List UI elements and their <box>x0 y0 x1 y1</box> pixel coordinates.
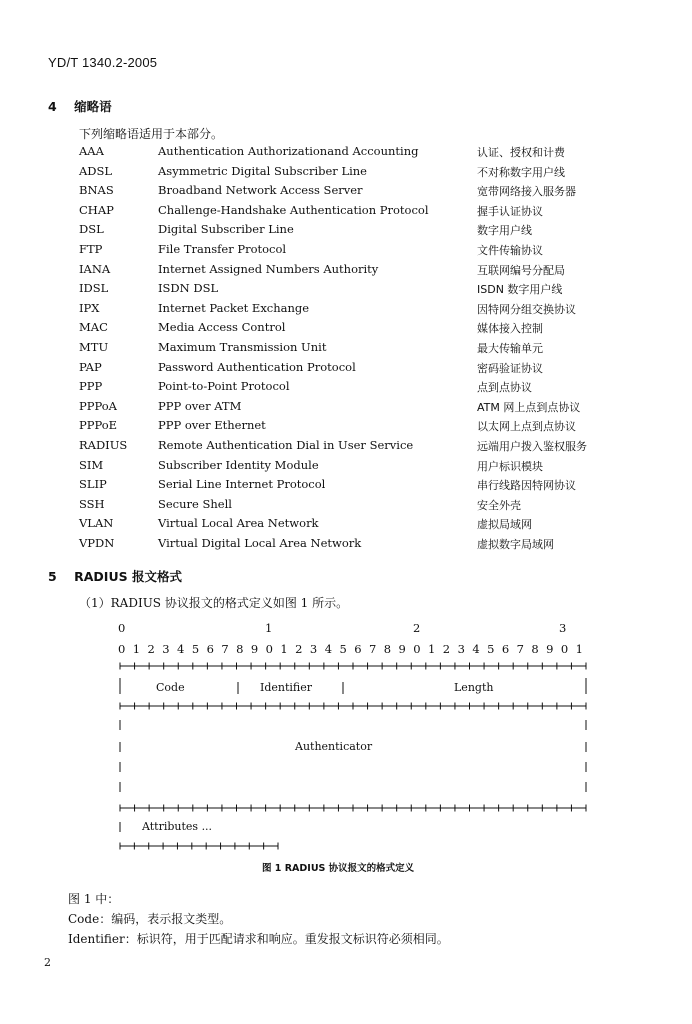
abbreviation-term: ADSL <box>79 163 113 178</box>
bit-numbers: 0 1 2 3 4 5 6 7 8 9 0 1 2 3 4 5 6 7 8 9 0 1 2 3 4 5 6 7 8 9 0 1 <box>118 642 584 656</box>
abbreviation-english: Media Access Control <box>158 320 286 335</box>
field-authenticator: Authenticator <box>295 740 373 753</box>
abbreviation-row <box>79 458 639 478</box>
abbreviation-row <box>79 262 639 282</box>
abbreviation-term: DSL <box>79 222 104 237</box>
abbreviation-term: CHAP <box>79 202 114 217</box>
abbreviation-row <box>79 536 639 556</box>
abbreviation-term: SLIP <box>79 477 107 492</box>
abbreviation-row <box>79 301 639 321</box>
abbreviation-term: RADIUS <box>79 437 128 452</box>
field-code: Code <box>156 681 185 694</box>
abbreviation-english: Subscriber Identity Module <box>158 457 319 472</box>
abbreviation-term: VPDN <box>79 535 115 550</box>
abbreviation-english: PPP over ATM <box>158 398 242 413</box>
section-5-heading <box>48 567 182 585</box>
abbreviation-row <box>79 320 639 340</box>
abbreviation-english: Password Authentication Protocol <box>158 359 356 374</box>
abbreviation-english: Maximum Transmission Unit <box>158 339 327 354</box>
abbreviation-row <box>79 379 639 399</box>
radius-packet-diagram <box>118 620 598 860</box>
section-4-intro: 下列缩略语适用于本部分。 <box>79 127 224 141</box>
figure-notes-intro: 图 1 中： <box>68 892 120 906</box>
abbreviation-chinese: 因特网分组交换协议 <box>477 302 576 316</box>
abbreviation-chinese: 互联网编号分配局 <box>477 263 565 277</box>
abbreviation-row <box>79 438 639 458</box>
abbreviation-chinese: 点到点协议 <box>477 381 532 395</box>
section-5-number: 5 <box>48 569 57 584</box>
major-tick-2: 2 <box>413 621 421 635</box>
abbreviation-row <box>79 399 639 419</box>
abbreviation-term: SIM <box>79 457 104 472</box>
abbreviation-chinese: 远端用户拨入鉴权服务 <box>477 439 587 453</box>
abbreviation-term: IPX <box>79 300 100 315</box>
abbreviation-term: IANA <box>79 261 111 276</box>
abbreviation-term: MTU <box>79 339 109 354</box>
abbreviation-english: Remote Authentication Dial in User Service <box>158 437 414 452</box>
abbreviation-chinese: 虚拟局域网 <box>477 518 532 532</box>
abbreviation-term: PPP <box>79 379 103 394</box>
abbreviation-row <box>79 516 639 536</box>
abbreviation-term: MAC <box>79 320 108 335</box>
abbreviation-row <box>79 183 639 203</box>
abbreviation-row <box>79 360 639 380</box>
field-identifier: Identifier <box>260 681 313 694</box>
abbreviation-row <box>79 222 639 242</box>
abbreviation-english: Virtual Digital Local Area Network <box>158 535 362 550</box>
abbreviation-term: BNAS <box>79 183 114 198</box>
abbreviation-english: Secure Shell <box>158 496 232 511</box>
abbreviation-row <box>79 477 639 497</box>
section-5-title: RADIUS 报文格式 <box>74 569 182 584</box>
abbreviation-chinese: 宽带网络接入服务器 <box>477 185 576 199</box>
abbreviation-chinese: 握手认证协议 <box>477 204 543 218</box>
section-4-title: 缩略语 <box>74 99 112 114</box>
abbreviation-english: Point-to-Point Protocol <box>158 379 290 394</box>
abbreviation-chinese: 媒体接入控制 <box>477 322 543 336</box>
abbreviation-chinese: 虚拟数字局域网 <box>477 537 554 551</box>
abbreviation-english: Broadband Network Access Server <box>158 183 363 198</box>
note-code: Code：编码，表示报文类型。 <box>68 912 232 926</box>
major-tick-1: 1 <box>265 621 273 635</box>
abbreviation-term: VLAN <box>79 516 114 531</box>
abbreviation-row <box>79 242 639 262</box>
abbreviation-chinese: 串行线路因特网协议 <box>477 479 576 493</box>
abbreviation-chinese: 最大传输单元 <box>477 341 543 355</box>
page-number: 2 <box>44 956 51 969</box>
abbreviation-row <box>79 281 639 301</box>
figure-caption: 图 1 RADIUS 协议报文的格式定义 <box>262 863 415 874</box>
abbreviation-english: Internet Packet Exchange <box>158 300 310 315</box>
abbreviation-chinese: 文件传输协议 <box>477 243 543 257</box>
abbreviation-chinese: 数字用户线 <box>477 224 532 238</box>
abbreviation-list <box>79 144 639 555</box>
abbreviation-row <box>79 144 639 164</box>
abbreviation-english: Asymmetric Digital Subscriber Line <box>158 163 367 178</box>
section-4-heading <box>48 97 112 115</box>
note-identifier: Identifier：标识符，用于匹配请求和响应。重发报文标识符必须相同。 <box>68 932 449 946</box>
abbreviation-term: SSH <box>79 496 105 511</box>
abbreviation-english: Virtual Local Area Network <box>158 516 319 531</box>
major-tick-0: 0 <box>118 621 126 635</box>
abbreviation-term: PPPoA <box>79 398 117 413</box>
abbreviation-term: FTP <box>79 241 103 256</box>
abbreviation-english: ISDN DSL <box>158 281 219 296</box>
abbreviation-english: Authentication Authorizationand Accounting <box>158 144 419 158</box>
abbreviation-row <box>79 418 639 438</box>
abbreviation-row <box>79 497 639 517</box>
abbreviation-english: File Transfer Protocol <box>158 241 287 256</box>
abbreviation-chinese: ISDN 数字用户线 <box>477 283 563 297</box>
abbreviation-term: AAA <box>79 144 104 158</box>
abbreviation-chinese: 密码验证协议 <box>477 361 543 375</box>
abbreviation-english: Challenge-Handshake Authentication Protocol <box>158 202 429 217</box>
abbreviation-term: IDSL <box>79 281 109 296</box>
abbreviation-chinese: 安全外壳 <box>477 498 521 512</box>
field-attributes: Attributes ... <box>142 820 213 833</box>
abbreviation-chinese: 认证、授权和计费 <box>477 146 565 159</box>
abbreviation-row <box>79 164 639 184</box>
abbreviation-english: Serial Line Internet Protocol <box>158 477 326 492</box>
abbreviation-english: Internet Assigned Numbers Authority <box>158 261 379 276</box>
abbreviation-english: Digital Subscriber Line <box>158 222 294 237</box>
abbreviation-english: PPP over Ethernet <box>158 418 266 433</box>
abbreviation-row <box>79 203 639 223</box>
abbreviation-term: PPPoE <box>79 418 118 433</box>
abbreviation-chinese: 用户标识模块 <box>477 459 543 473</box>
abbreviation-term: PAP <box>79 359 102 374</box>
field-length: Length <box>454 681 494 694</box>
abbreviation-chinese: 以太网上点到点协议 <box>477 420 576 434</box>
abbreviation-chinese: ATM 网上点到点协议 <box>477 400 581 414</box>
section-5-paragraph: （1）RADIUS 协议报文的格式定义如图 1 所示。 <box>79 596 349 610</box>
abbreviation-row <box>79 340 639 360</box>
packet-format-svg <box>118 620 598 860</box>
section-4-number: 4 <box>48 99 57 114</box>
document-id: YD/T 1340.2-2005 <box>48 55 158 70</box>
major-tick-3: 3 <box>559 621 567 635</box>
abbreviation-chinese: 不对称数字用户线 <box>477 165 565 179</box>
